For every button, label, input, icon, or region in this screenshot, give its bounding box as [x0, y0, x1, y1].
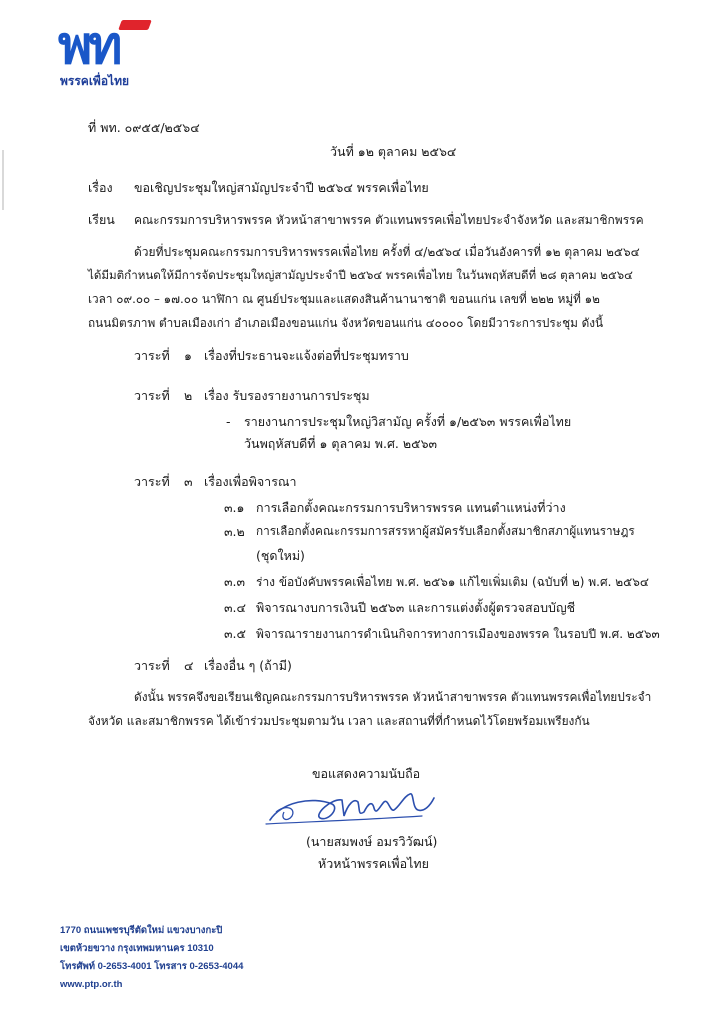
agenda-number: ๔	[184, 658, 194, 673]
agenda-label: วาระที่	[134, 388, 170, 403]
signer-title: หัวหน้าพรรคเพื่อไทย	[318, 856, 429, 871]
agenda-item-text: เรื่อง รับรองรายงานการประชุม	[204, 388, 370, 403]
subitem-text: ร่าง ข้อบังคับพรรคเพื่อไทย พ.ศ. ๒๕๖๑ แก้ไขเพิ่มเติม (ฉบับที่ ๒) พ.ศ. ๒๕๖๔	[256, 575, 649, 589]
agenda-item-text: เรื่องเพื่อพิจารณา	[204, 474, 297, 489]
intro-line: ถนนมิตรภาพ ตำบลเมืองเก่า อำเภอเมืองขอนแก่น จังหวัดขอนแก่น ๔๐๐๐๐ โดยมีวาระการประชุม ดังนี้	[88, 316, 604, 330]
intro-line: ได้มีมติกำหนดให้มีการจัดประชุมใหญ่สามัญประจำปี ๒๕๖๔ พรรคเพื่อไทย ในวันพฤหัสบดีที่ ๒๘ ตุลาคม ๒๕๖๔	[88, 268, 633, 282]
agenda-label: วาระที่	[134, 474, 170, 489]
subject-label: เรื่อง	[88, 180, 113, 195]
subitem-text: การเลือกตั้งคณะกรรมการสรรหาผู้สมัครรับเลือกตั้งสมาชิกสภาผู้แทนราษฎร	[256, 524, 635, 538]
closing-line: ดังนั้น พรรคจึงขอเรียนเชิญคณะกรรมการบริหารพรรค หัวหน้าสาขาพรรค ตัวแทนพรรคเพื่อไทยประจำ	[134, 690, 652, 704]
recipient-text: คณะกรรมการบริหารพรรค หัวหน้าสาขาพรรค ตัวแทนพรรคเพื่อไทยประจำจังหวัด และสมาชิกพรรค	[134, 213, 644, 227]
party-logo	[58, 16, 158, 100]
footer-address-line1: 1770 ถนนเพชรบุรีตัดใหม่ แขวงบางกะปิ	[60, 925, 223, 936]
agenda-label: วาระที่	[134, 348, 170, 363]
logo-accent-mark	[118, 20, 152, 30]
document-reference: ที่ พท. ๐๙๕๕/๒๕๖๔	[88, 120, 200, 135]
logo-party-name: พรรคเพื่อไทย	[60, 74, 130, 88]
agenda-item-text: เรื่องอื่น ๆ (ถ้ามี)	[204, 658, 292, 673]
footer-website[interactable]: www.ptp.or.th	[60, 979, 123, 990]
subitem-number: ๓.๓	[224, 574, 246, 589]
subject-text: ขอเชิญประชุมใหญ่สามัญประจำปี ๒๕๖๔ พรรคเพื่อไทย	[134, 180, 429, 195]
handwritten-signature	[262, 782, 442, 834]
subitem-number: ๓.๒	[224, 524, 245, 539]
signer-name: (นายสมพงษ์ อมรวิวัฒน์)	[306, 834, 438, 849]
intro-line: ด้วยที่ประชุมคณะกรรมการบริหารพรรคเพื่อไทย ครั้งที่ ๔/๒๕๖๔ เมื่อวันอังคารที่ ๑๒ ตุลาคม ๒๕๖๔	[134, 245, 640, 259]
detail-dash: -	[226, 414, 231, 429]
scan-edge-mark	[2, 150, 4, 210]
agenda-detail-line: วันพฤหัสบดีที่ ๑ ตุลาคม พ.ศ. ๒๕๖๓	[244, 436, 438, 451]
subitem-text-continued: (ชุดใหม่)	[256, 548, 305, 563]
subitem-text: การเลือกตั้งคณะกรรมการบริหารพรรค แทนตำแหน่งที่ว่าง	[256, 500, 566, 515]
subitem-text: พิจารณางบการเงินปี ๒๕๖๓ และการแต่งตั้งผู้ตรวจสอบบัญชี	[256, 600, 576, 615]
agenda-number: ๓	[184, 474, 193, 489]
document-date: วันที่ ๑๒ ตุลาคม ๒๕๖๔	[330, 144, 457, 159]
subitem-number: ๓.๑	[224, 500, 245, 515]
intro-line: เวลา ๐๙.๐๐ – ๑๗.๐๐ นาฬิกา ณ ศูนย์ประชุมและแสดงสินค้านานาชาติ ขอนแก่น เลขที่ ๒๒๒ หมู่ที่ ๑๒	[88, 292, 600, 306]
agenda-number: ๑	[184, 348, 192, 363]
recipient-label: เรียน	[88, 212, 115, 227]
logo-mark-text: พท	[58, 16, 119, 76]
agenda-detail-line: รายงานการประชุมใหญ่วิสามัญ ครั้งที่ ๑/๒๕๖๓ พรรคเพื่อไทย	[244, 414, 572, 429]
closing-line: จังหวัด และสมาชิกพรรค ได้เข้าร่วมประชุมตามวัน เวลา และสถานที่ที่กำหนดไว้โดยพร้อมเพรียงกัน	[88, 714, 590, 728]
footer-address-line2: เขตห้วยขวาง กรุงเทพมหานคร 10310	[60, 943, 214, 954]
subitem-text: พิจารณารายงานการดำเนินกิจการทางการเมืองของพรรค ในรอบปี พ.ศ. ๒๕๖๓	[256, 627, 660, 641]
subitem-number: ๓.๔	[224, 600, 246, 615]
agenda-label: วาระที่	[134, 658, 170, 673]
agenda-number: ๒	[184, 388, 193, 403]
agenda-item-text: เรื่องที่ประธานจะแจ้งต่อที่ประชุมทราบ	[204, 348, 409, 363]
footer-phone: โทรศัพท์ 0-2653-4001 โทรสาร 0-2653-4044	[60, 961, 244, 972]
subitem-number: ๓.๕	[224, 626, 246, 641]
regards-text: ขอแสดงความนับถือ	[312, 766, 421, 781]
